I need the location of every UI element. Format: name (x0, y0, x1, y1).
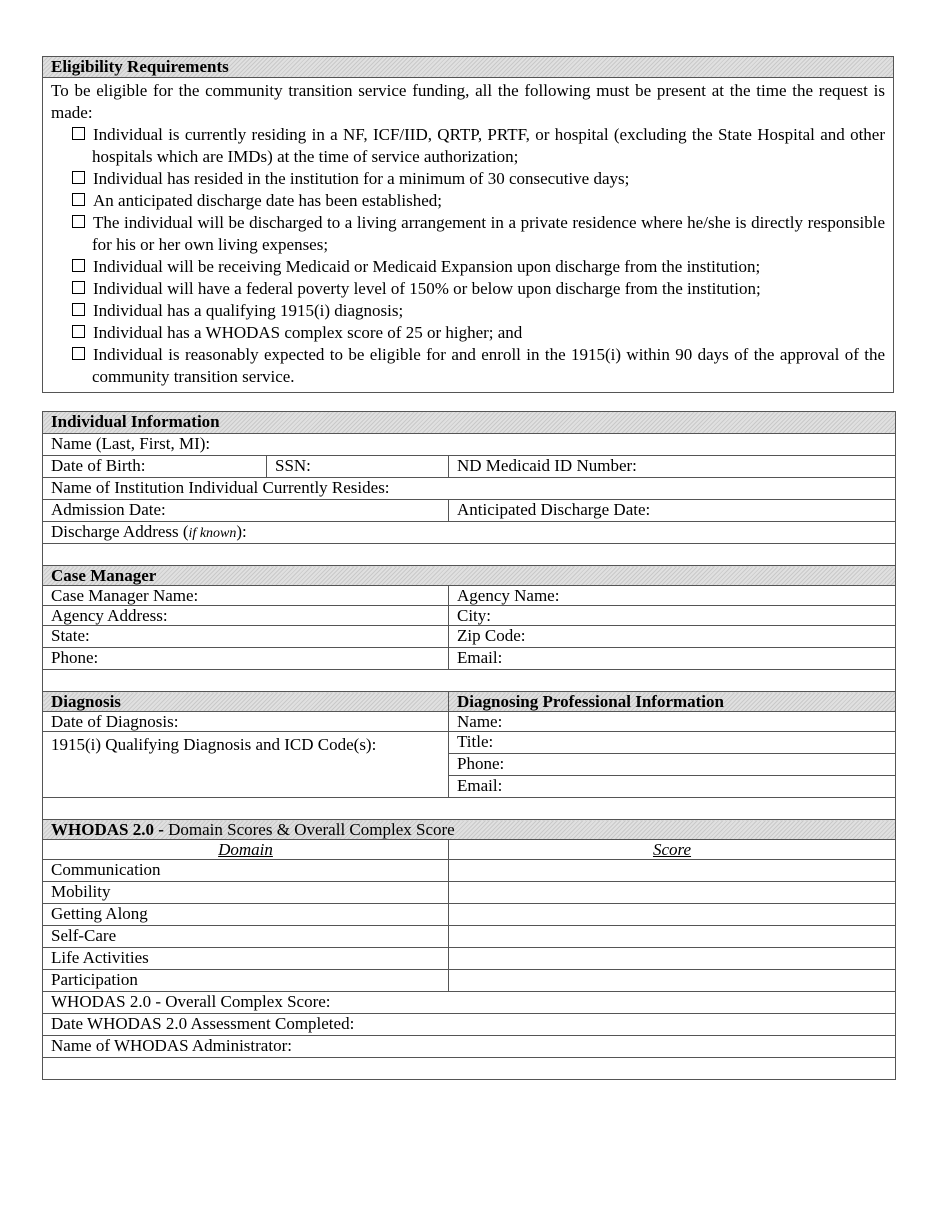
eligibility-item: Individual will be receiving Medicaid or Medicaid Expansion upon discharge from the institution; (72, 256, 885, 278)
agency-name-field[interactable]: Agency Name: (449, 586, 896, 606)
domain-score-field[interactable] (449, 904, 896, 926)
eligibility-item: An anticipated discharge date has been established; (72, 190, 885, 212)
individual-name-field[interactable]: Name (Last, First, MI): (43, 434, 896, 456)
spacer-row (43, 544, 896, 566)
professional-phone-field[interactable]: Phone: (449, 754, 896, 776)
checkbox[interactable] (72, 325, 85, 338)
domain-score-field[interactable] (449, 882, 896, 904)
state-field[interactable]: State: (43, 626, 449, 648)
domain-column-header: Domain (43, 840, 449, 860)
dob-field[interactable]: Date of Birth: (43, 456, 267, 478)
medicaid-id-field[interactable]: ND Medicaid ID Number: (449, 456, 896, 478)
whodas-title: WHODAS 2.0 - Domain Scores & Overall Complex Score (43, 820, 896, 840)
info-table (42, 411, 896, 1080)
domain-score-field[interactable] (449, 970, 896, 992)
discharge-date-field[interactable]: Anticipated Discharge Date: (449, 500, 896, 522)
checkbox[interactable] (72, 215, 85, 228)
spacer-row (43, 798, 896, 820)
domain-score-field[interactable] (449, 860, 896, 882)
checkbox[interactable] (72, 347, 85, 360)
city-field[interactable]: City: (449, 606, 896, 626)
checkbox[interactable] (72, 303, 85, 316)
eligibility-item: Individual has a WHODAS complex score of 25 or higher; and (72, 322, 885, 344)
spacer-row (43, 1058, 896, 1080)
professional-title-field[interactable]: Title: (449, 732, 896, 754)
eligibility-item: Individual has a qualifying 1915(i) diagnosis; (72, 300, 885, 322)
zip-field[interactable]: Zip Code: (449, 626, 896, 648)
checkbox[interactable] (72, 259, 85, 272)
checkbox[interactable] (72, 193, 85, 206)
diagnosis-title: Diagnosis (43, 692, 449, 712)
domain-label: Mobility (43, 882, 449, 904)
eligibility-item: Individual is currently residing in a NF, ICF/IID, QRTP, PRTF, or hospital (excluding the State Hospital and other hospitals which are IMDs) at the time of service authorization; (72, 124, 885, 168)
eligibility-item: Individual has resided in the institution for a minimum of 30 consecutive days; (72, 168, 885, 190)
domain-score-field[interactable] (449, 948, 896, 970)
checkbox[interactable] (72, 127, 85, 140)
agency-address-field[interactable]: Agency Address: (43, 606, 449, 626)
discharge-address-field[interactable]: Discharge Address (if known): (43, 522, 896, 544)
eligibility-section (42, 56, 894, 393)
checkbox[interactable] (72, 281, 85, 294)
domain-label: Communication (43, 860, 449, 882)
case-manager-email-field[interactable]: Email: (449, 648, 896, 670)
domain-label: Life Activities (43, 948, 449, 970)
admission-date-field[interactable]: Admission Date: (43, 500, 449, 522)
checkbox[interactable] (72, 171, 85, 184)
assessment-date-field[interactable]: Date WHODAS 2.0 Assessment Completed: (43, 1014, 896, 1036)
domain-label: Participation (43, 970, 449, 992)
diagnosis-date-field[interactable]: Date of Diagnosis: (43, 712, 449, 732)
eligibility-list (43, 124, 893, 388)
professional-email-field[interactable]: Email: (449, 776, 896, 798)
eligibility-item: The individual will be discharged to a living arrangement in a private residence where he/she is directly responsible for his or her own living expenses; (72, 212, 885, 256)
eligibility-title: Eligibility Requirements (43, 57, 893, 78)
individual-info-title: Individual Information (43, 412, 896, 434)
diagnosing-professional-title: Diagnosing Professional Information (449, 692, 896, 712)
eligibility-intro: To be eligible for the community transition service funding, all the following must be present at the time the request is made: (51, 81, 885, 122)
case-manager-title: Case Manager (43, 566, 896, 586)
case-manager-phone-field[interactable]: Phone: (43, 648, 449, 670)
institution-field[interactable]: Name of Institution Individual Currently Resides: (43, 478, 896, 500)
qualifying-diagnosis-field[interactable]: 1915(i) Qualifying Diagnosis and ICD Code(s): (43, 732, 449, 798)
administrator-name-field[interactable]: Name of WHODAS Administrator: (43, 1036, 896, 1058)
ssn-field[interactable]: SSN: (267, 456, 449, 478)
eligibility-item: Individual will have a federal poverty level of 150% or below upon discharge from the institution; (72, 278, 885, 300)
professional-name-field[interactable]: Name: (449, 712, 896, 732)
domain-score-field[interactable] (449, 926, 896, 948)
score-column-header: Score (449, 840, 896, 860)
case-manager-name-field[interactable]: Case Manager Name: (43, 586, 449, 606)
eligibility-item: Individual is reasonably expected to be eligible for and enroll in the 1915(i) within 90 days of the approval of the community transition service. (72, 344, 885, 388)
overall-score-field[interactable]: WHODAS 2.0 - Overall Complex Score: (43, 992, 896, 1014)
domain-label: Self-Care (43, 926, 449, 948)
domain-label: Getting Along (43, 904, 449, 926)
spacer-row (43, 670, 896, 692)
